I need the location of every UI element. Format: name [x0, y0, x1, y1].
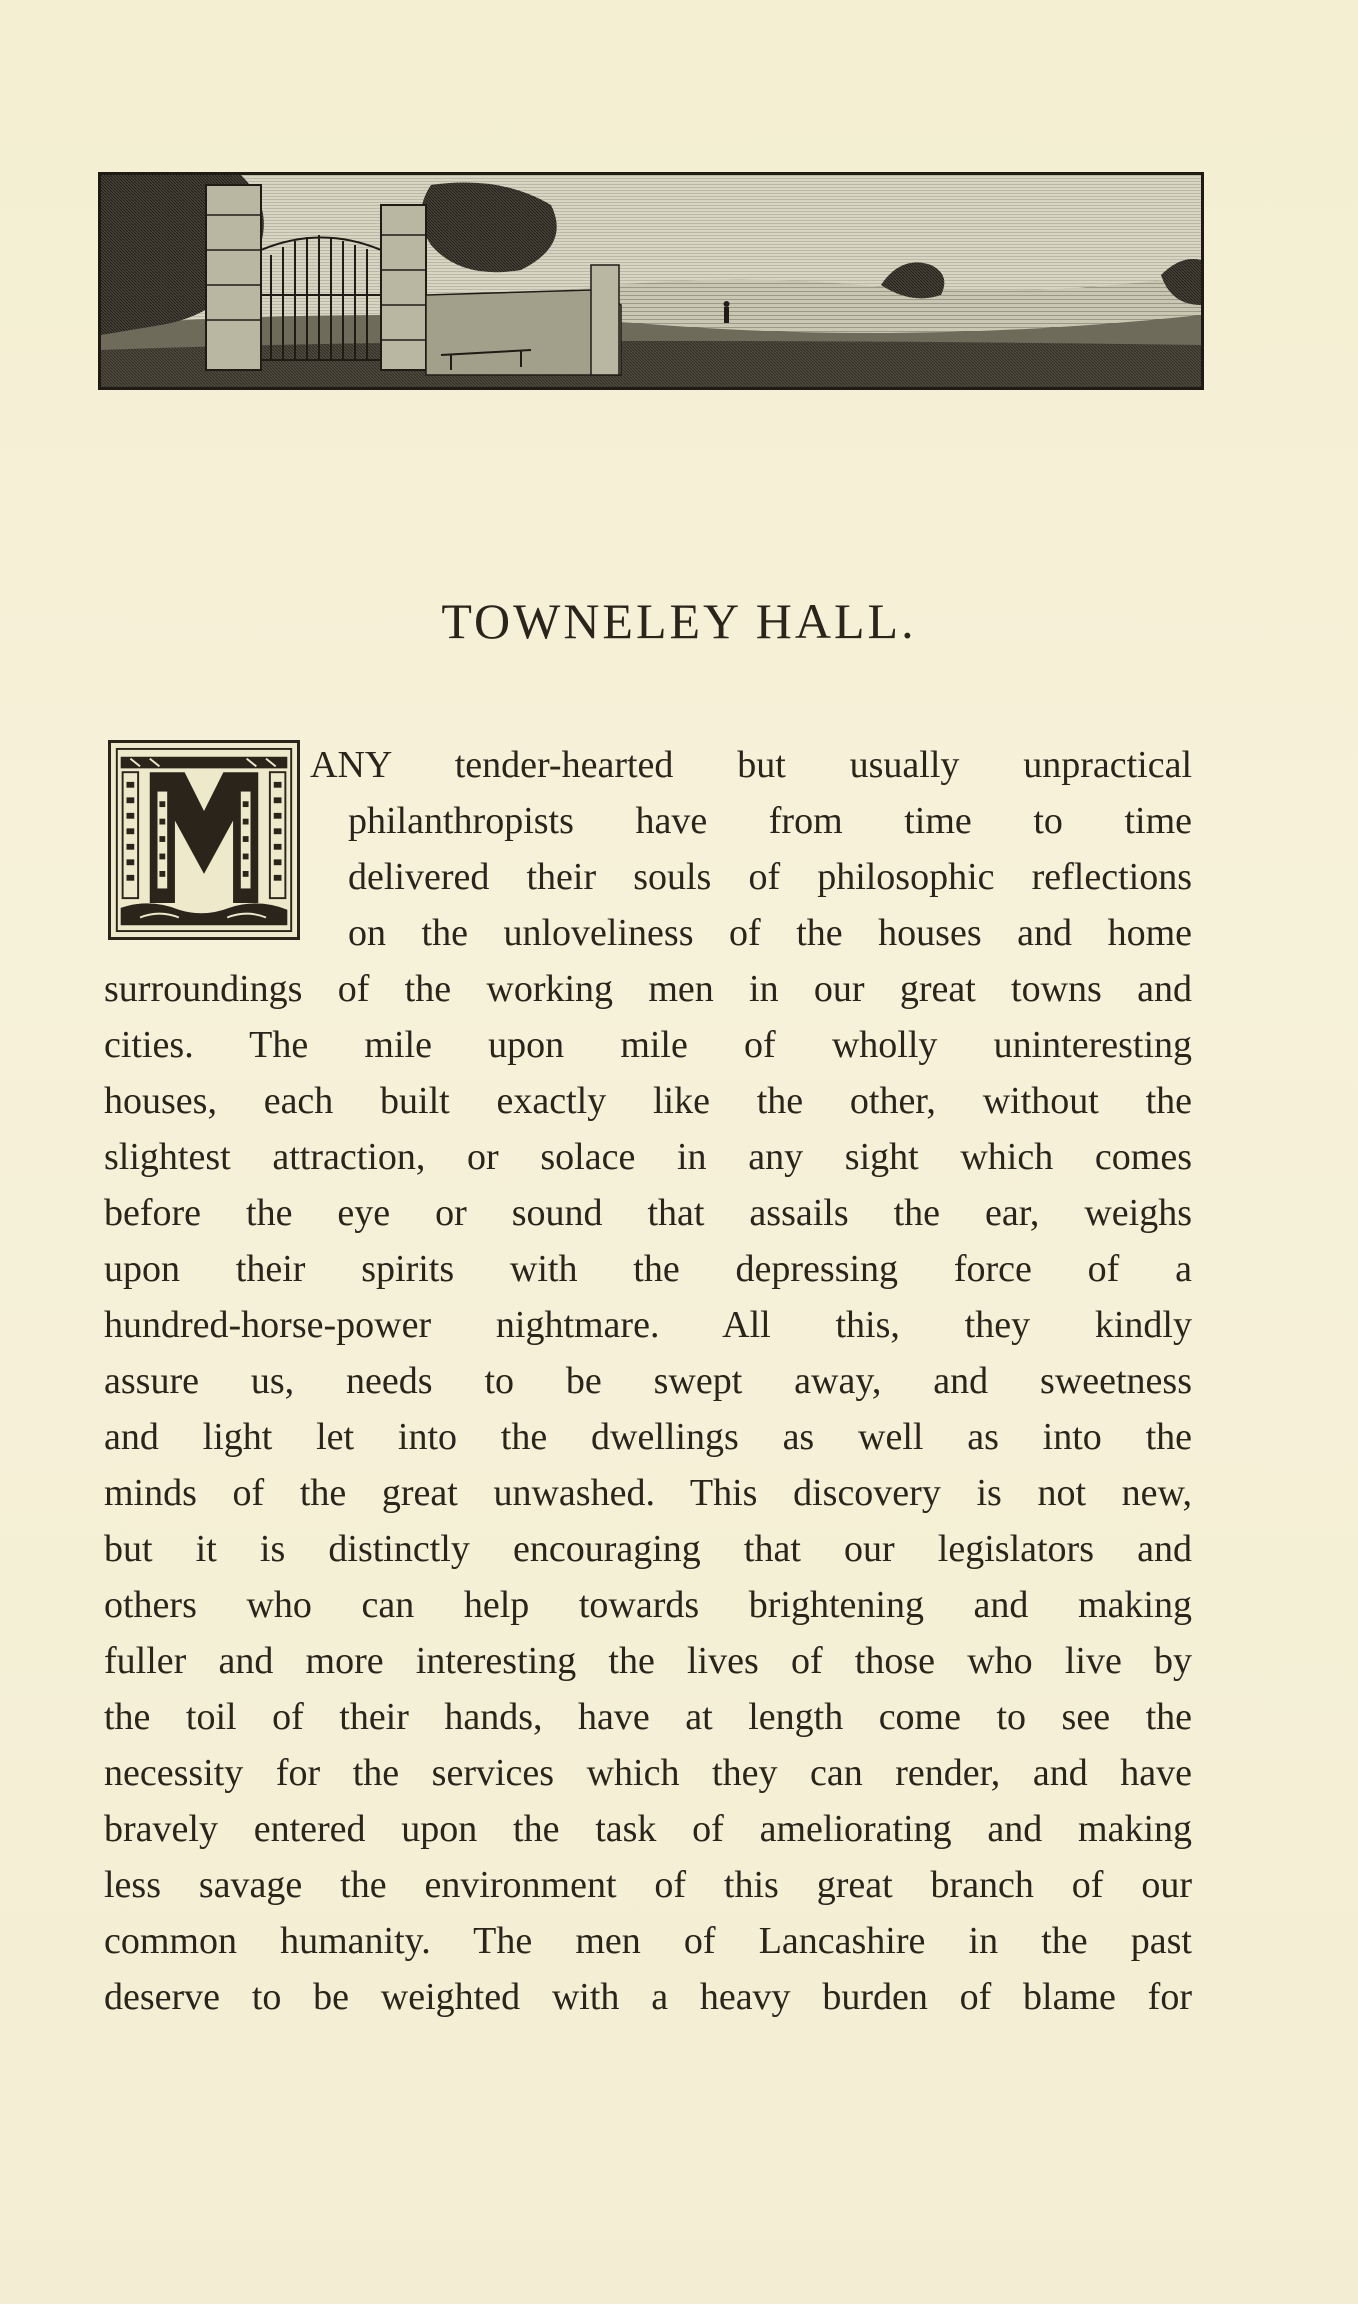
text-line-18: the toil of their hands, have at length come to see the — [104, 1696, 1192, 1738]
text-line-6: cities. The mile upon mile of wholly uninteresting — [104, 1024, 1192, 1066]
text-line-13: and light let into the dwellings as well as into the — [104, 1416, 1192, 1458]
text-line-15: but it is distinctly encouraging that our legislators and — [104, 1528, 1192, 1570]
text-line-10: upon their spirits with the depressing force of a — [104, 1248, 1192, 1290]
ornate-letter-m-icon — [111, 743, 297, 937]
text-line-4: on the unloveliness of the houses and home — [348, 912, 1192, 954]
engraving-illustration — [98, 172, 1204, 390]
engraving-gateway-landscape-icon — [101, 175, 1201, 387]
text-line-21: less savage the environment of this great branch of our — [104, 1864, 1192, 1906]
text-line-16: others who can help towards brightening and making — [104, 1584, 1192, 1626]
text-line-1: ANY tender-hearted but usually unpractical — [310, 744, 1192, 786]
text-line-5: surroundings of the working men in our great towns and — [104, 968, 1192, 1010]
text-line-11: hundred-horse-power nightmare. All this, they kindly — [104, 1304, 1192, 1346]
text-line-19: necessity for the services which they can render, and have — [104, 1752, 1192, 1794]
text-line-2: philanthropists have from time to time — [348, 800, 1192, 842]
drop-cap-letter — [108, 740, 300, 940]
text-line-22: common humanity. The men of Lancashire in the past — [104, 1920, 1192, 1962]
page-title: TOWNELEY HALL. — [441, 593, 917, 649]
text-line-8: slightest attraction, or solace in any sight which comes — [104, 1136, 1192, 1178]
text-line-17: fuller and more interesting the lives of those who live by — [104, 1640, 1192, 1682]
text-line-20: bravely entered upon the task of ameliorating and making — [104, 1808, 1192, 1850]
text-line-9: before the eye or sound that assails the ear, weighs — [104, 1192, 1192, 1234]
text-line-14: minds of the great unwashed. This discovery is not new, — [104, 1472, 1192, 1514]
text-line-7: houses, each built exactly like the other, without the — [104, 1080, 1192, 1122]
text-line-23: deserve to be weighted with a heavy burden of blame for — [104, 1976, 1192, 2018]
text-line-3: delivered their souls of philosophic reflections — [348, 856, 1192, 898]
text-line-12: assure us, needs to be swept away, and sweetness — [104, 1360, 1192, 1402]
